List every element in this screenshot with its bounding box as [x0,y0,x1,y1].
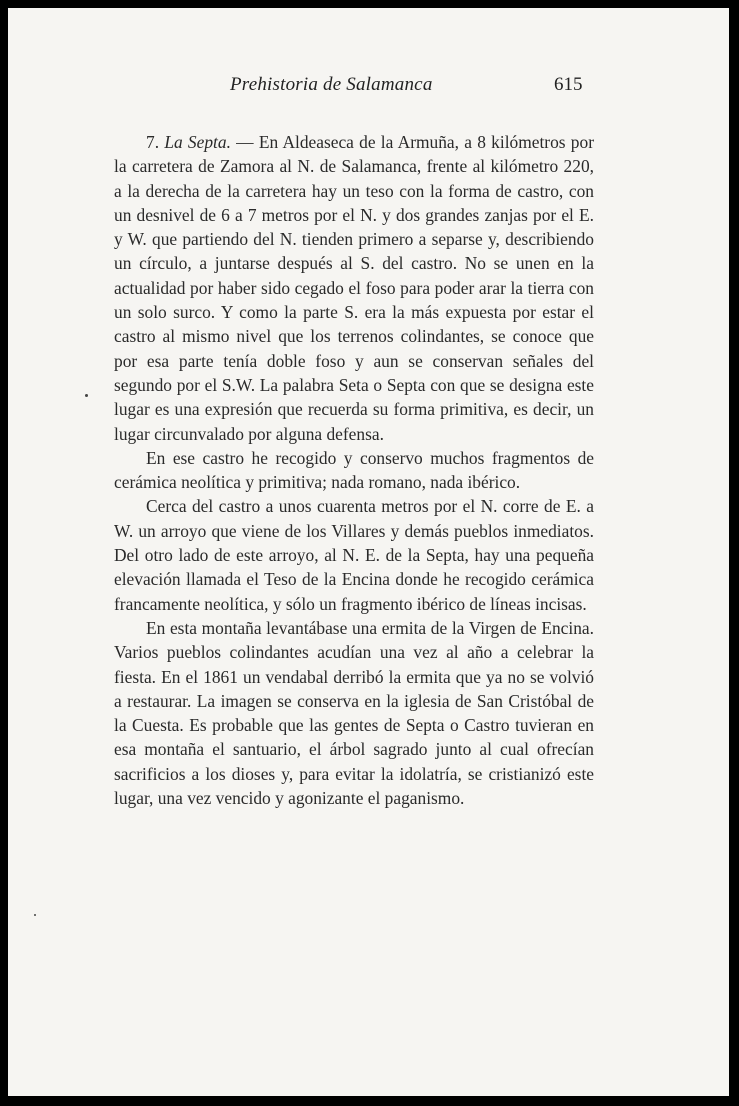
paragraph-2: En ese castro he recogido y conservo muchos fragmentos de cerámica neolítica y primitiva; nada romano, nada ibérico. [114,447,594,493]
page-header [8,74,729,98]
page-number: 615 [554,74,583,95]
paragraph-1-text: En Aldeaseca de la Armuña, a 8 kilómetros por la carretera de Zamora al N. de Salamanca, frente al kilómetro 220, a la derecha de la carretera hay un teso con la forma de castro, con un desnivel de 6 a 7 metros por el N. y dos grandes zanjas por el E. y W. que partiendo del N. tienden primero a separse y, describiendo un círculo, a juntarse después al S. del castro. No se unen en la actualidad por haber sido cegado el foso para poder arar la tierra con un solo surco. Y como la parte S. era la más expuesta por estar el castro al mismo nivel que los terrenos colindantes, se conoce que por esa parte tenía doble foso y aun se conservan señales del segundo por el S.W. La palabra Seta o Septa con que se designa este lugar es una expresión que recuerda su forma primitiva, es decir, un lugar circunvalado por alguna defensa. [114,132,594,444]
print-speck [85,394,88,397]
print-speck [34,914,36,916]
paragraph-3: Cerca del castro a unos cuarenta metros por el N. corre de E. a W. un arroyo que viene de los Villares y demás pueblos inmediatos. Del otro lado de este arroyo, al N. E. de la Septa, hay una pequeña elevación llamada el Teso de la Encina donde he recogido cerámica francamente neolítica, y sólo un fragmento ibérico de líneas incisas. [114,496,594,614]
running-title: Prehistoria de Salamanca [230,74,433,95]
paragraph-4: En esta montaña levantábase una ermita de la Virgen de Encina. Varios pueblos colindantes acudían una vez al año a celebrar la fiesta. En el 1861 un vendabal derribó la ermita que ya no se volvió a restaurar. La imagen se conserva en la iglesia de San Cristóbal de la Cuesta. Es probable que las gentes de Septa o Castro tuvieran en esa montaña el santuario, el árbol sagrado junto al cual ofrecían sacrificios a los dioses y, para evitar la idolatría, se cristianizó este lugar, una vez vencido y agonizante el paganismo. [114,617,594,809]
section-number: 7. [146,132,160,152]
paragraph-1 [114,130,594,446]
book-page [8,8,729,1096]
body-text [114,130,594,810]
section-title: La Septa. [164,132,231,152]
section-dash: — [230,132,259,152]
